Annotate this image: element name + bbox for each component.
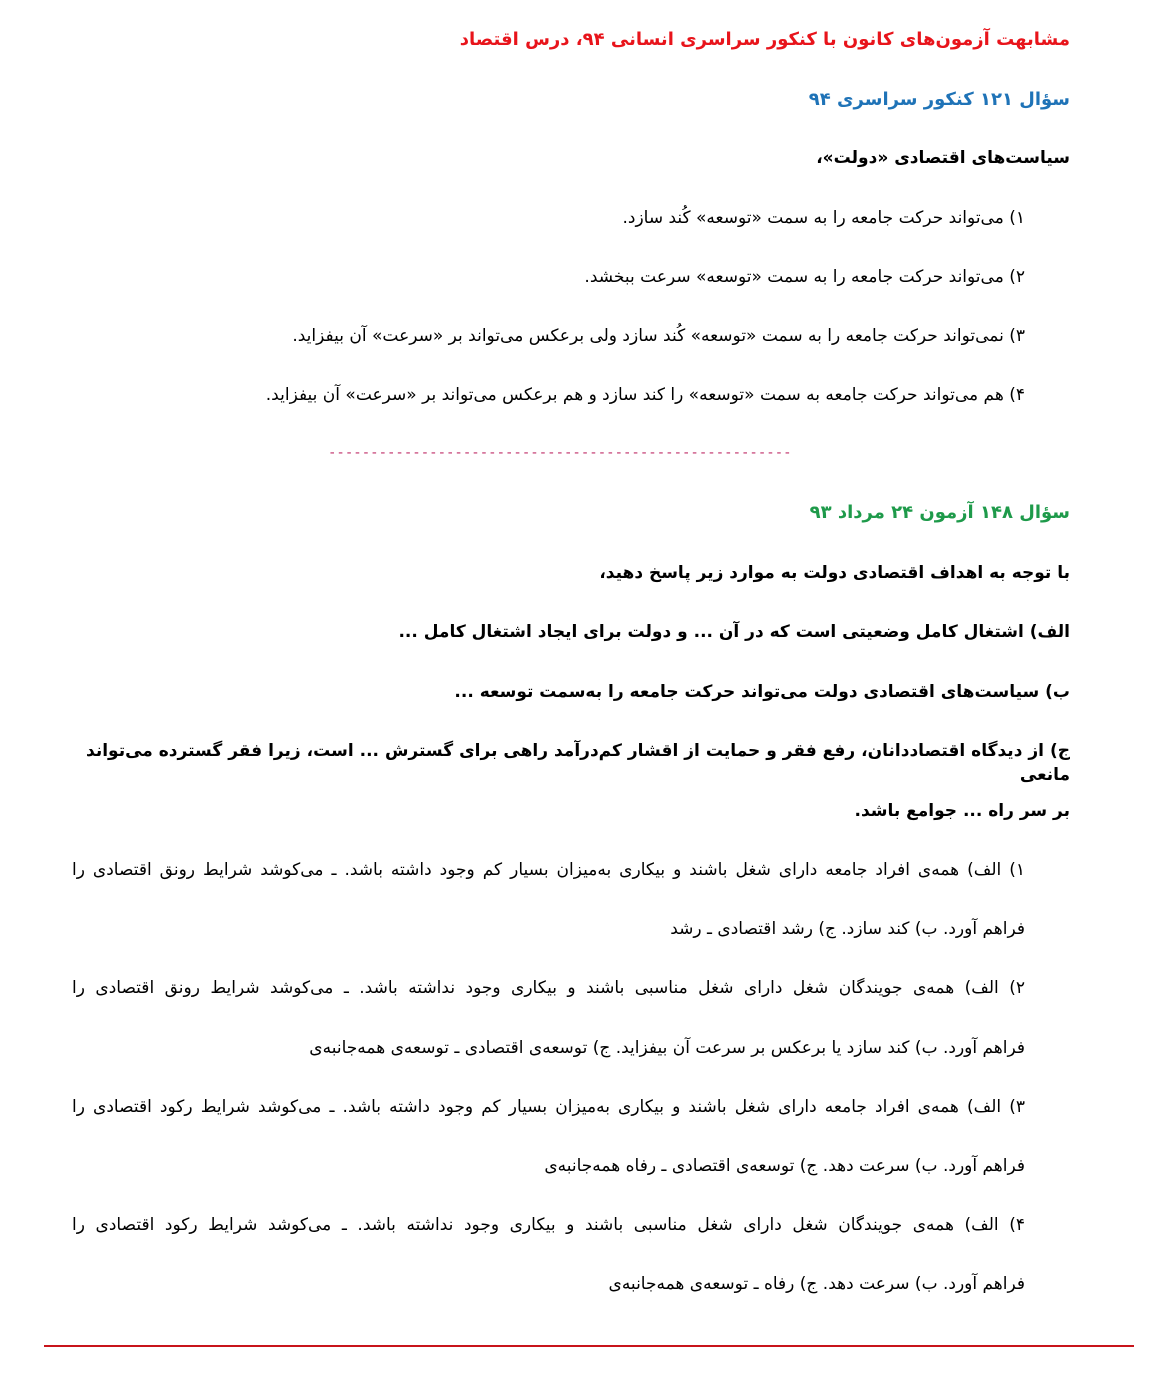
- question-148-option-2: ۲) الف) همه‌ی جویندگان شغل دارای شغل مناسبی باشند و بیکاری وجود نداشته باشد. ـ می‌کوشد شرایط رونق اقتصادی را: [72, 978, 1025, 998]
- page-bottom-rule: [44, 1345, 1134, 1347]
- question-148-option-4-cont: فراهم آورد. ب) سرعت دهد. ج) رفاه ـ توسعه‌ی همه‌جانبه‌ی: [608, 1274, 1025, 1294]
- question-148-part-be: ب) سیاست‌های اقتصادی دولت می‌تواند حرکت جامعه را به‌سمت توسعه ...: [454, 682, 1070, 702]
- question-121-option-3: ۳) نمی‌تواند حرکت جامعه را به سمت «توسعه» کُند سازد ولی برعکس می‌تواند بر «سرعت» آن بیفزاید.: [292, 326, 1025, 346]
- question-148-option-3-cont: فراهم آورد. ب) سرعت دهد. ج) توسعه‌ی اقتصادی ـ رفاه همه‌جانبه‌ی: [544, 1156, 1025, 1176]
- question-148-part-jim: ج) از دیدگاه اقتصاددانان، رفع فقر و حمایت از اقشار کم‌درآمد راهی برای گسترش ... است، زیرا فقر گسترده می‌تواند مانعی: [86, 741, 1070, 785]
- question-148-heading: سؤال ۱۴۸ آزمون ۲۴ مرداد ۹۳: [809, 502, 1070, 523]
- question-121-heading: سؤال ۱۲۱ کنکور سراسری ۹۴: [808, 89, 1070, 110]
- question-121-option-1: ۱) می‌تواند حرکت جامعه را به سمت «توسعه» کُند سازد.: [622, 208, 1025, 228]
- question-148-part-jim-cont: بر سر راه ... جوامع باشد.: [854, 801, 1070, 821]
- question-121-option-4: ۴) هم می‌تواند حرکت جامعه به سمت «توسعه» را کند سازد و هم برعکس می‌تواند بر «سرعت» آن بیفزاید.: [265, 385, 1025, 405]
- question-148-stem: با توجه به اهداف اقتصادی دولت به موارد زیر پاسخ دهید،: [599, 563, 1070, 583]
- question-148-option-1: ۱) الف) همه‌ی افراد جامعه دارای شغل باشند و بیکاری به‌میزان بسیار کم وجود داشته باشد. ـ می‌کوشد شرایط رونق اقتصادی را: [72, 860, 1025, 880]
- question-121-option-2: ۲) می‌تواند حرکت جامعه را به سمت «توسعه» سرعت ببخشد.: [584, 267, 1025, 287]
- document-title: مشابهت آزمون‌های کانون با کنکور سراسری انسانی ۹۴، درس اقتصاد: [459, 29, 1070, 50]
- question-148-option-2-cont: فراهم آورد. ب) کند سازد یا برعکس بر سرعت آن بیفزاید. ج) توسعه‌ی اقتصادی ـ توسعه‌ی همه‌جانبه‌ی: [309, 1038, 1025, 1058]
- question-121-stem: سیاست‌های اقتصادی «دولت»،: [816, 148, 1070, 168]
- question-148-option-4: ۴) الف) همه‌ی جویندگان شغل دارای شغل مناسبی باشند و بیکاری وجود نداشته باشد. ـ می‌کوشد شرایط رکود اقتصادی را: [72, 1215, 1025, 1235]
- question-148-option-3: ۳) الف) همه‌ی افراد جامعه دارای شغل باشند و بیکاری به‌میزان بسیار کم وجود داشته باشد. ـ می‌کوشد شرایط رکود اقتصادی را: [72, 1097, 1025, 1117]
- question-148-option-1-cont: فراهم آورد. ب) کند سازد. ج) رشد اقتصادی ـ رشد: [670, 919, 1025, 939]
- question-148-part-alef: الف) اشتغال کامل وضعیتی است که در آن ... و دولت برای ایجاد اشتغال کامل ...: [398, 622, 1070, 642]
- dashed-separator: -------------------------------------------------------: [328, 445, 792, 461]
